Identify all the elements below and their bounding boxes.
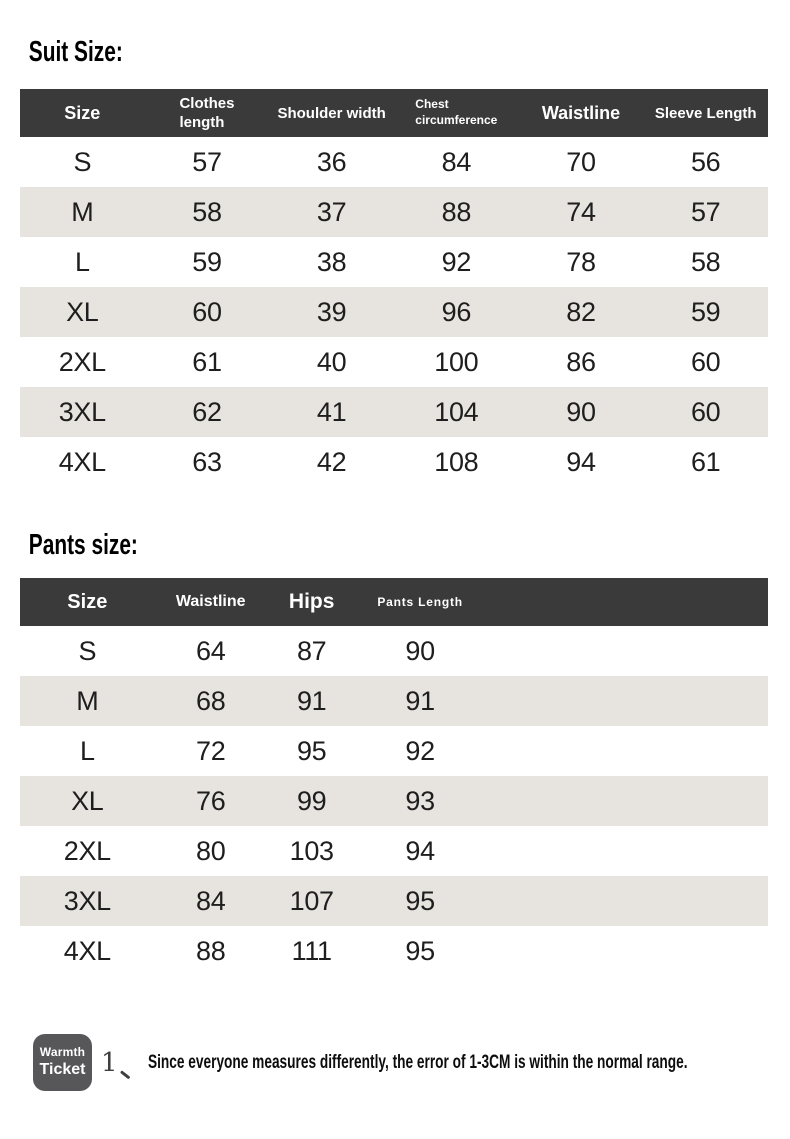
value-cell: 92: [405, 735, 435, 766]
value-cell: 37: [316, 196, 347, 227]
value-cell: 84: [196, 885, 226, 916]
header-cell-sleeve-length: Sleeve Length: [643, 89, 768, 137]
value-cell: 60: [690, 346, 721, 377]
warmth-ticket-badge: [33, 1034, 92, 1091]
table-row: [20, 187, 768, 237]
value-cell: 91: [405, 685, 435, 716]
value-cell: 70: [566, 146, 596, 177]
pants-size-title: Pants size:: [28, 529, 138, 561]
value-cell: 39: [316, 296, 347, 327]
value-cell: 88: [196, 935, 226, 966]
value-cell: 95: [405, 935, 435, 966]
value-cell: 100: [434, 346, 479, 377]
table-row: [20, 626, 768, 676]
value-cell: 94: [566, 446, 596, 477]
value-cell: 103: [289, 835, 334, 866]
value-cell: 72: [196, 735, 226, 766]
value-cell: 60: [192, 296, 222, 327]
value-cell: 64: [196, 635, 226, 666]
filler-cell: [484, 676, 768, 726]
note-number-digit: 1: [101, 1047, 118, 1078]
value-cell: 88: [441, 196, 472, 227]
value-cell: 59: [690, 296, 721, 327]
enumeration-comma-icon: [120, 1070, 130, 1079]
filler-cell: [484, 776, 768, 826]
pants-table-header-row: [20, 578, 768, 626]
table-row: [20, 287, 768, 337]
value-cell: 94: [405, 835, 435, 866]
size-cell: 3XL: [58, 396, 106, 427]
value-cell: 59: [192, 246, 222, 277]
header-cell-hips: Hips: [267, 578, 357, 626]
note-text: Since everyone measures differently, the error of 1-3CM is within the normal range.: [147, 1051, 688, 1073]
size-cell: XL: [66, 296, 99, 327]
size-cell: 4XL: [63, 935, 111, 966]
footer-note: [33, 1034, 790, 1091]
size-cell: M: [71, 196, 94, 227]
header-line: circumference: [415, 113, 498, 127]
value-cell: 87: [296, 635, 327, 666]
table-row: [20, 137, 768, 187]
table-row: [20, 437, 768, 487]
value-cell: 92: [441, 246, 472, 277]
value-cell: 107: [289, 885, 334, 916]
table-row: [20, 387, 768, 437]
badge-label-top: Warmth: [39, 1045, 86, 1059]
header-line: length: [179, 114, 225, 131]
size-cell: L: [74, 246, 90, 277]
value-cell: 38: [316, 246, 347, 277]
value-cell: 57: [192, 146, 222, 177]
header-line: Chest: [415, 97, 449, 112]
value-cell: 58: [690, 246, 721, 277]
header-cell-size: Size: [20, 578, 155, 626]
value-cell: 40: [316, 346, 347, 377]
suit-table-header-row: [20, 89, 768, 137]
value-cell: 104: [434, 396, 479, 427]
value-cell: 68: [196, 685, 226, 716]
size-cell: XL: [71, 785, 104, 816]
value-cell: 95: [296, 735, 327, 766]
size-cell: S: [73, 146, 92, 177]
badge-label-bottom: Ticket: [39, 1061, 86, 1078]
value-cell: 61: [192, 346, 222, 377]
header-cell-pants-length: Pants Length: [357, 578, 484, 626]
value-cell: 76: [196, 785, 226, 816]
size-cell: M: [76, 685, 99, 716]
value-cell: 108: [434, 446, 479, 477]
value-cell: 74: [566, 196, 596, 227]
suit-size-table: [20, 89, 768, 487]
table-row: [20, 776, 768, 826]
value-cell: 57: [690, 196, 721, 227]
header-cell-shoulder-width: Shoulder width: [269, 89, 394, 137]
size-cell: 2XL: [63, 835, 111, 866]
value-cell: 56: [690, 146, 721, 177]
table-row: [20, 726, 768, 776]
header-cell-size: Size: [20, 89, 145, 137]
value-cell: 78: [566, 246, 596, 277]
value-cell: 84: [441, 146, 472, 177]
header-cell-chest-circumference: [394, 89, 519, 137]
table-row: [20, 676, 768, 726]
table-row: [20, 926, 768, 976]
size-cell: L: [79, 735, 95, 766]
value-cell: 91: [296, 685, 327, 716]
pants-size-table: [20, 578, 768, 976]
value-cell: 60: [690, 396, 721, 427]
note-number: [101, 1047, 132, 1078]
value-cell: 36: [316, 146, 347, 177]
size-cell: 3XL: [63, 885, 111, 916]
table-row: [20, 237, 768, 287]
value-cell: 58: [192, 196, 222, 227]
value-cell: 96: [441, 296, 472, 327]
value-cell: 41: [316, 396, 347, 427]
value-cell: 111: [291, 935, 332, 966]
size-cell: 4XL: [58, 446, 106, 477]
filler-cell: [484, 876, 768, 926]
table-row: [20, 826, 768, 876]
value-cell: 90: [405, 635, 435, 666]
header-cell-waistline: Waistline: [155, 578, 267, 626]
suit-size-title: Suit Size:: [28, 36, 123, 68]
value-cell: 63: [192, 446, 222, 477]
value-cell: 82: [566, 296, 596, 327]
header-line: Clothes: [179, 94, 235, 112]
filler-cell: [484, 826, 768, 876]
value-cell: 80: [196, 835, 226, 866]
table-row: [20, 876, 768, 926]
value-cell: 90: [566, 396, 596, 427]
value-cell: 86: [566, 346, 596, 377]
value-cell: 61: [690, 446, 721, 477]
value-cell: 93: [405, 785, 435, 816]
size-cell: S: [78, 635, 97, 666]
value-cell: 95: [405, 885, 435, 916]
header-cell-clothes-length: [145, 89, 270, 137]
size-cell: 2XL: [58, 346, 106, 377]
filler-cell: [484, 926, 768, 976]
value-cell: 99: [296, 785, 327, 816]
filler-cell: [484, 626, 768, 676]
value-cell: 62: [192, 396, 222, 427]
table-row: [20, 337, 768, 387]
header-cell-waistline: Waistline: [519, 89, 644, 137]
value-cell: 42: [316, 446, 347, 477]
header-filler-cell: [484, 578, 768, 626]
filler-cell: [484, 726, 768, 776]
